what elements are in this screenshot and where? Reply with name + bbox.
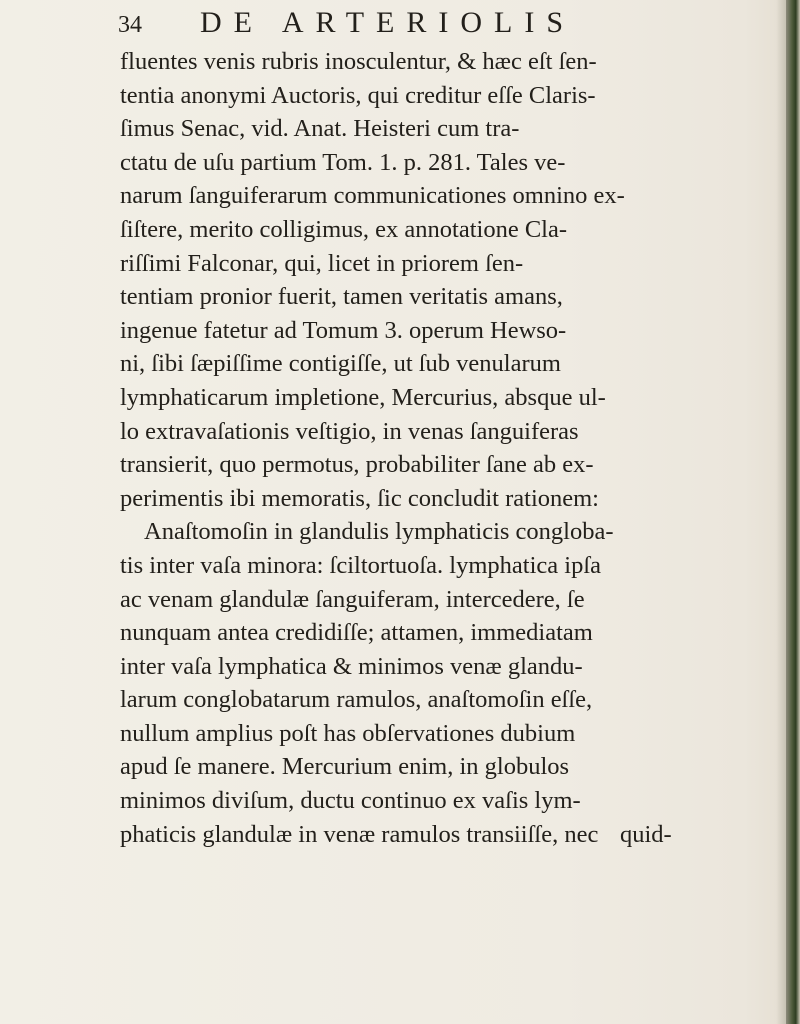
text-line: lymphaticarum impletione, Mercurius, absque ul- bbox=[120, 383, 606, 411]
text-line: ſiſtere, merito colligimus, ex annotatione Cla- bbox=[120, 215, 568, 243]
body-text bbox=[120, 45, 680, 851]
text-line: tis inter vaſa minora: ſciltortuoſa. lymphatica ipſa bbox=[120, 551, 602, 579]
text-line: ac venam glandulæ ſanguiferam, intercedere, ſe bbox=[120, 585, 585, 613]
text-line: larum conglobatarum ramulos, anaſtomoſin eſſe, bbox=[120, 686, 593, 714]
text-line: apud ſe manere. Mercurium enim, in globulos bbox=[120, 753, 570, 781]
catchword: quid- bbox=[620, 821, 672, 848]
text-line: nunquam antea credidiſſe; attamen, immediatam bbox=[120, 619, 593, 647]
text-line: narum ſanguiferarum communicationes omnino ex- bbox=[120, 182, 625, 210]
text-line: tentiam pronior fuerit, tamen veritatis amans, bbox=[120, 283, 563, 311]
text-line: ſimus Senac, vid. Anat. Heisteri cum tra- bbox=[120, 115, 520, 143]
text-line: ingenue fatetur ad Tomum 3. operum Hewso- bbox=[120, 316, 567, 344]
text-line: ctatu de uſu partium Tom. 1. p. 281. Tales ve- bbox=[120, 148, 566, 176]
text-line: perimentis ibi memoratis, ſic concludit rationem: bbox=[120, 484, 599, 512]
text-line: inter vaſa lymphatica & minimos venæ glandu- bbox=[120, 652, 583, 680]
running-head bbox=[118, 4, 738, 44]
text-line: riſſimi Falconar, qui, licet in priorem ſen- bbox=[120, 249, 524, 277]
text-line: ni, ſibi ſæpiſſime contigiſſe, ut ſub venularum bbox=[120, 350, 561, 378]
running-title: DE ARTERIOLIS bbox=[200, 6, 576, 39]
text-line: fluentes venis rubris inosculentur, & hæc eſt ſen- bbox=[120, 48, 597, 75]
paragraph-start-line: Anaſtomoſin in glandulis lymphaticis congloba- bbox=[144, 518, 614, 546]
page-gutter-shadow bbox=[776, 0, 786, 1024]
text-line: minimos diviſum, ductu continuo ex vaſis lym- bbox=[120, 787, 581, 815]
text-line: phaticis glandulæ in venæ ramulos transiiſſe, nec bbox=[120, 820, 599, 848]
binding-edge bbox=[786, 0, 800, 1024]
text-line: nullum amplius poſt has obſervationes dubium bbox=[120, 719, 576, 747]
text-line: tentia anonymi Auctoris, qui creditur eſſe Claris- bbox=[120, 81, 596, 109]
page-number: 34 bbox=[118, 12, 142, 38]
text-line: lo extravaſationis veſtigio, in venas ſanguiferas bbox=[120, 417, 579, 445]
text-line: transierit, quo permotus, probabiliter ſane ab ex- bbox=[120, 451, 594, 479]
